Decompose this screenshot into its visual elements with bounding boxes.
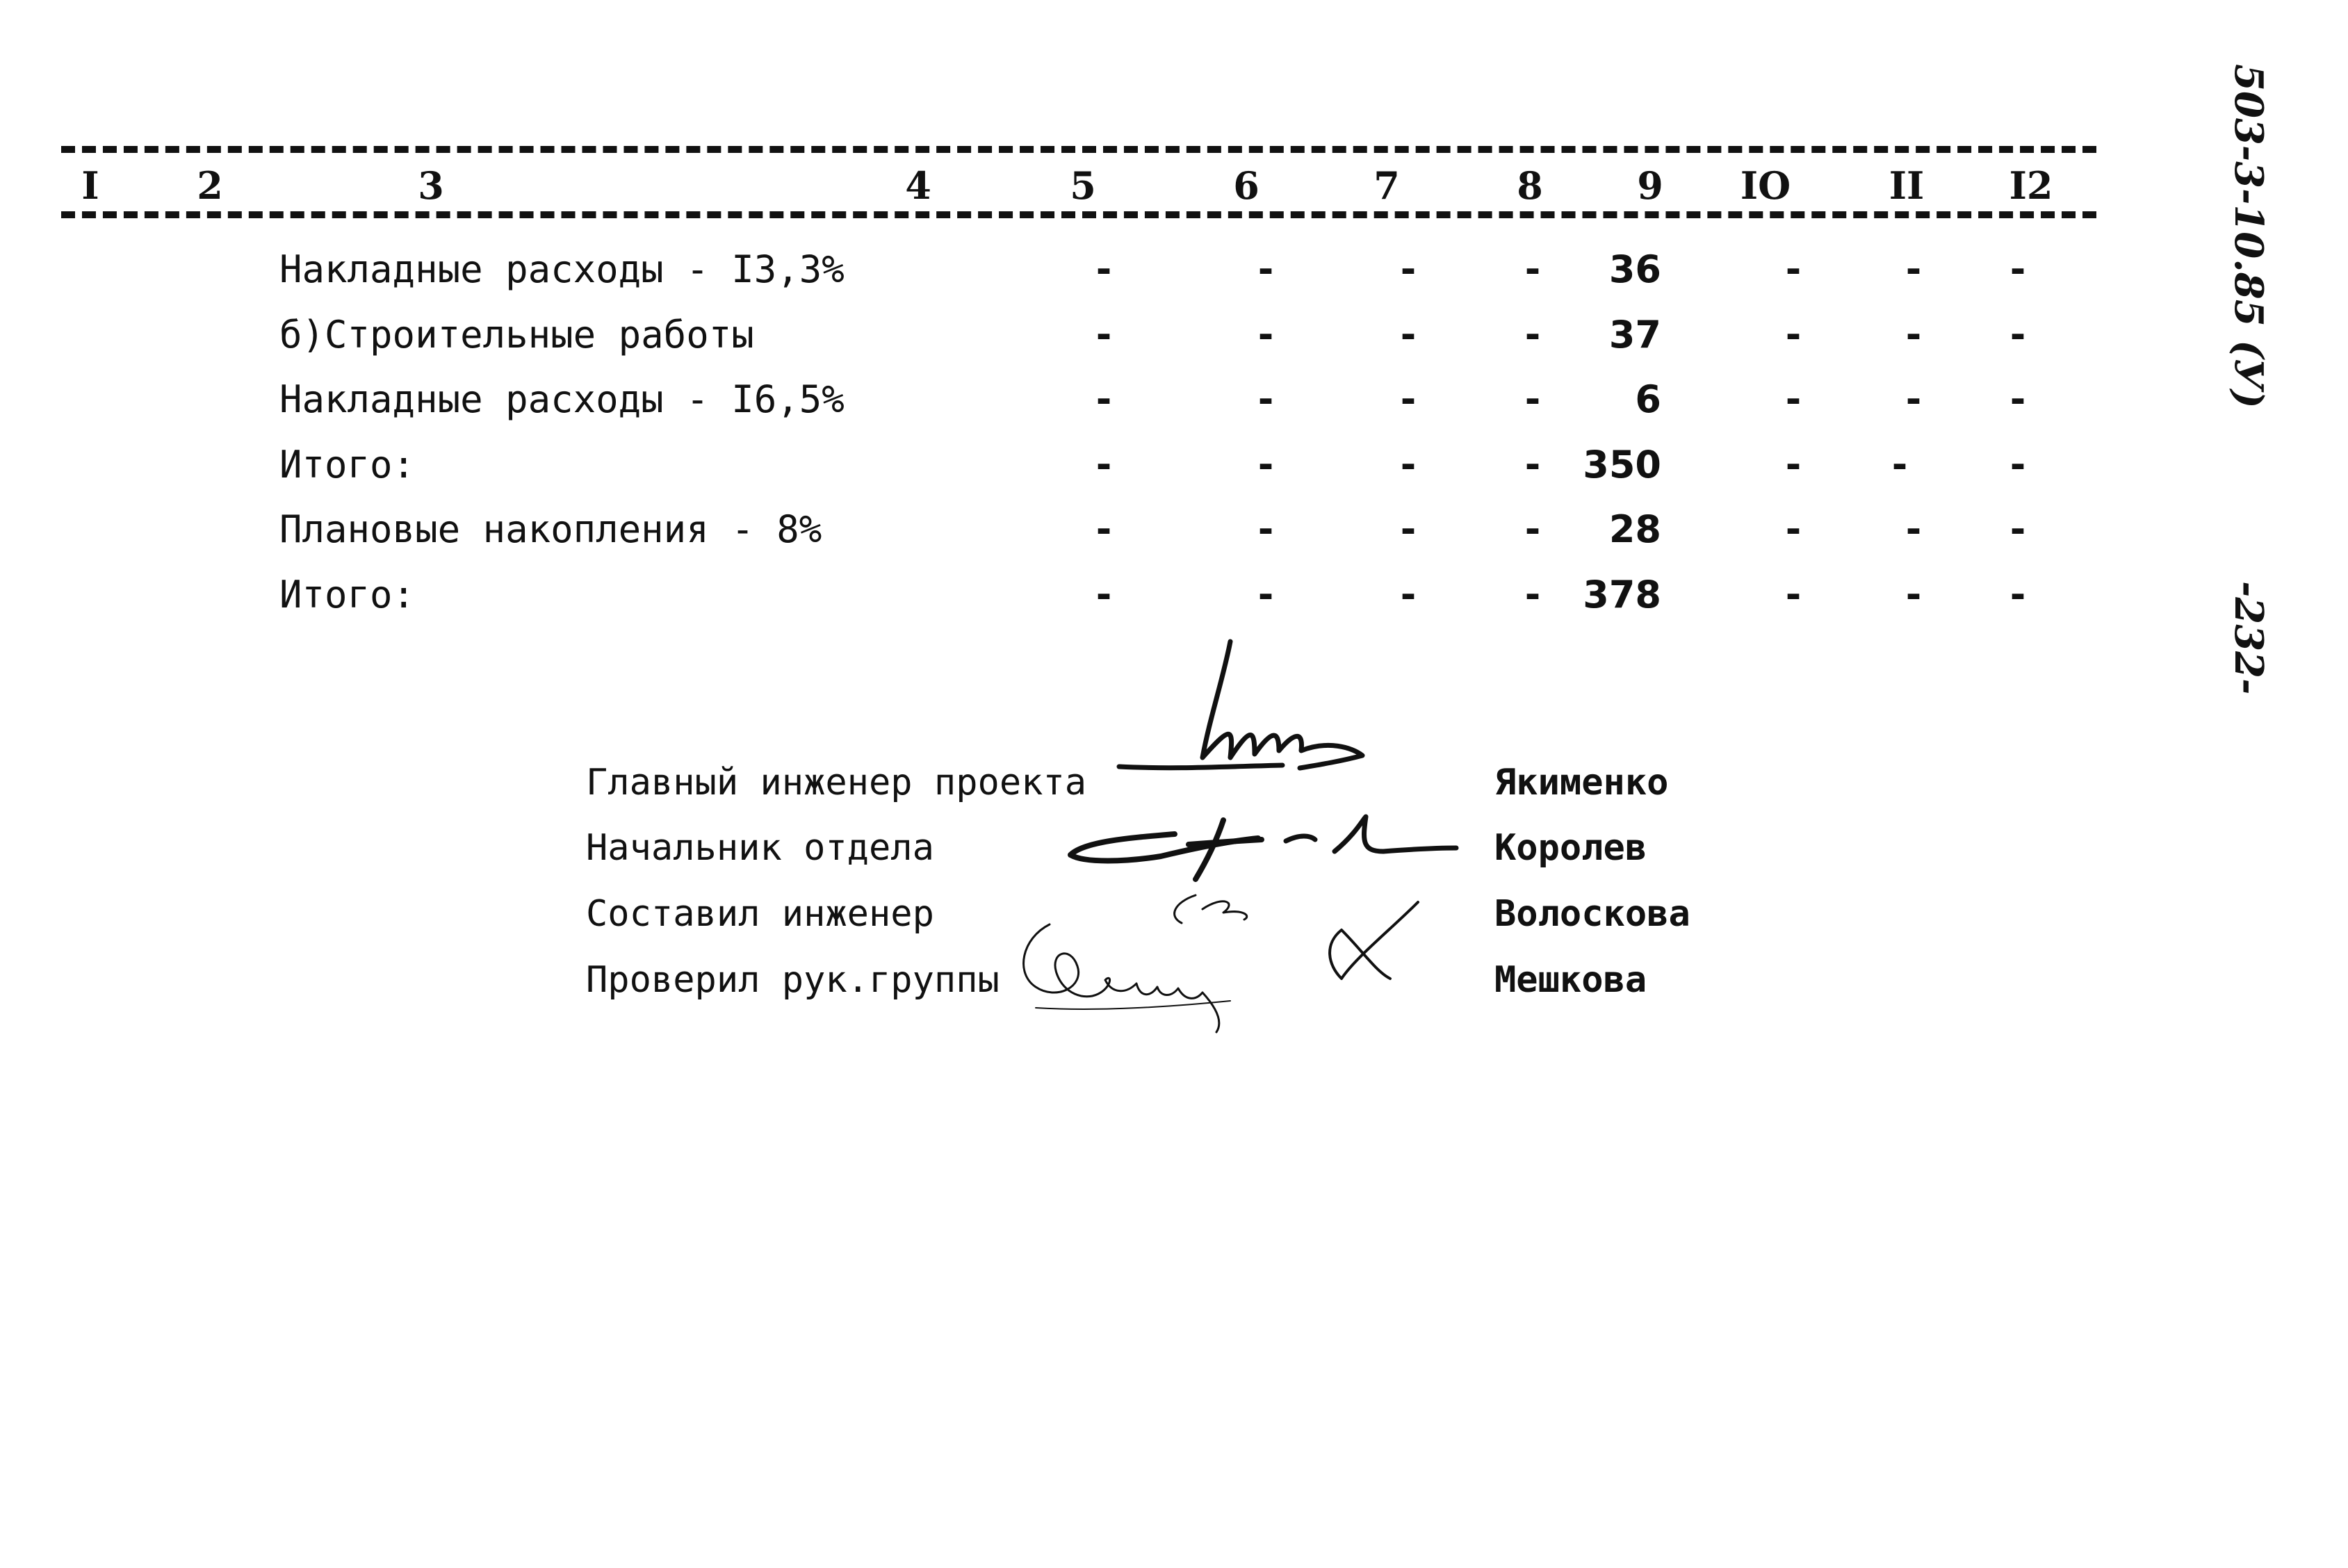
handwritten-signature-group-lead	[1008, 904, 1300, 1036]
row-label: Плановые накопления - 8%	[279, 507, 822, 551]
signature-name: Волоскова	[1494, 893, 1690, 935]
cell-col11: -	[1888, 443, 1911, 487]
cell-col10: -	[1782, 377, 1805, 421]
margin-page-number: -232-	[2226, 581, 2272, 695]
cell-col12: -	[2006, 507, 2030, 551]
column-header-10: IO	[1740, 163, 1791, 208]
cell-col5: -	[1092, 573, 1116, 616]
cell-col11: -	[1902, 377, 1925, 421]
signature-role: Составил инженер	[586, 893, 934, 935]
row-label: Итого:	[279, 443, 416, 487]
table-row	[0, 564, 2348, 626]
signature-name: Якименко	[1494, 762, 1669, 803]
cell-col10: -	[1782, 573, 1805, 616]
column-header-8: 8	[1517, 163, 1543, 208]
signature-name: Королев	[1494, 827, 1647, 869]
cell-col6: -	[1254, 443, 1278, 487]
header-bottom-rule	[61, 211, 2096, 218]
signature-name: Мешкова	[1494, 959, 1647, 1001]
cell-col11: -	[1902, 573, 1925, 616]
cell-col7: -	[1396, 507, 1420, 551]
table-row	[0, 368, 2348, 431]
cell-col6: -	[1254, 313, 1278, 357]
table-row	[0, 304, 2348, 366]
column-header-6: 6	[1233, 163, 1259, 208]
cell-col5: -	[1092, 313, 1116, 357]
cell-col5: -	[1092, 247, 1116, 291]
cell-col7: -	[1396, 377, 1420, 421]
cell-col8: -	[1521, 313, 1544, 357]
cell-col6: -	[1254, 247, 1278, 291]
cell-col7: -	[1396, 247, 1420, 291]
cell-col7: -	[1396, 443, 1420, 487]
column-header-1: I	[81, 163, 99, 208]
table-row	[0, 498, 2348, 561]
column-header-9: 9	[1637, 163, 1663, 208]
margin-document-code: 503-3-10.85 (У)	[2226, 64, 2272, 409]
cell-col6: -	[1254, 573, 1278, 616]
table-row	[0, 238, 2348, 301]
cell-col5: -	[1092, 443, 1116, 487]
cell-col11: -	[1902, 247, 1925, 291]
cell-col12: -	[2006, 377, 2030, 421]
column-header-7: 7	[1373, 163, 1400, 208]
cell-col9: 350	[1583, 443, 1661, 487]
cell-col9: 36	[1608, 247, 1661, 291]
row-label: Итого:	[279, 573, 416, 616]
header-top-rule	[61, 146, 2096, 153]
column-header-11: II	[1889, 163, 1925, 208]
cell-col12: -	[2006, 573, 2030, 616]
signature-role: Начальник отдела	[586, 827, 934, 869]
cell-col12: -	[2006, 443, 2030, 487]
cell-col8: -	[1521, 377, 1544, 421]
column-header-4: 4	[905, 163, 931, 208]
signature-role: Проверил рук.группы	[586, 959, 1000, 1001]
cell-col9: 6	[1635, 377, 1661, 421]
cell-col10: -	[1782, 443, 1805, 487]
row-label: б)Строительные работы	[279, 313, 754, 357]
cell-col9: 378	[1583, 573, 1661, 616]
cell-col9: 37	[1608, 313, 1661, 357]
cell-col6: -	[1254, 377, 1278, 421]
signature-role: Главный инженер проекта	[586, 762, 1087, 803]
cell-col8: -	[1521, 247, 1544, 291]
cell-col8: -	[1521, 507, 1544, 551]
column-header-3: 3	[418, 163, 444, 208]
cell-col12: -	[2006, 247, 2030, 291]
column-header-12: I2	[2009, 163, 2053, 208]
cell-col6: -	[1254, 507, 1278, 551]
column-header-2: 2	[197, 163, 223, 208]
cell-col7: -	[1396, 313, 1420, 357]
row-label: Накладные расходы - I3,3%	[279, 247, 845, 291]
cell-col10: -	[1782, 507, 1805, 551]
cell-col11: -	[1902, 507, 1925, 551]
cell-col8: -	[1521, 443, 1544, 487]
cell-col7: -	[1396, 573, 1420, 616]
column-header-5: 5	[1070, 163, 1096, 208]
cell-col12: -	[2006, 313, 2030, 357]
table-row	[0, 434, 2348, 496]
handwritten-signature-chief-engineer	[1112, 636, 1418, 803]
cell-col10: -	[1782, 247, 1805, 291]
cell-col10: -	[1782, 313, 1805, 357]
cell-col5: -	[1092, 377, 1116, 421]
cell-col8: -	[1521, 573, 1544, 616]
cell-col11: -	[1902, 313, 1925, 357]
row-label: Накладные расходы - I6,5%	[279, 377, 845, 421]
cell-col5: -	[1092, 507, 1116, 551]
cell-col9: 28	[1608, 507, 1661, 551]
